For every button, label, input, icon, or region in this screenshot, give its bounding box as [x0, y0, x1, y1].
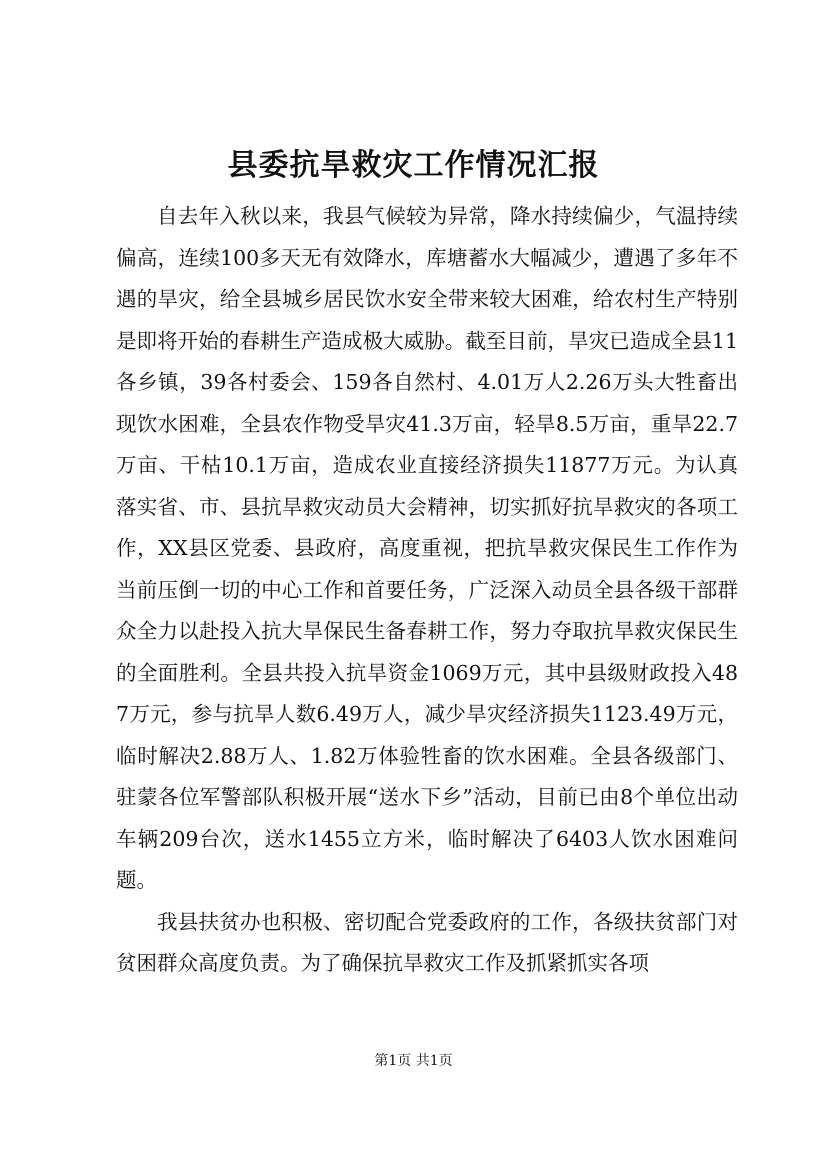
document-title: 县委抗旱救灾工作情况汇报: [227, 148, 600, 183]
paragraph: 自去年入秋以来，我县气候较为异常，降水持续偏少，气温持续偏高，连续100多天无有效降水，库塘蓄水大幅减少，遭遇了多年不遇的旱灾，给全县城乡居民饮水安全带来较大困难，给农村生产特别是即将开始的春耕生产造成极大威胁。截至目前，旱灾已造成全县11各乡镇，39各村委会、159各自然村、4.01万人2.26万头大牲畜出现饮水困难，全县农作物受旱灾41.3万亩，轻旱8.5万亩，重旱22.7万亩、干枯10.1万亩，造成农业直接经济损失11877万元。为认真落实省、市、县抗旱救灾动员大会精神，切实抓好抗旱救灾的各项工作，XX县区党委、县政府，高度重视，把抗旱救灾保民生工作作为当前压倒一切的中心工作和首要任务，广泛深入动员全县各级干部群众全力以赴投入抗大旱保民生备春耕工作，努力夺取抗旱救灾保民生的全面胜利。全县共投入抗旱资金1069万元，其中县级财政投入487万元，参与抗旱人数6.49万人，减少旱灾经济损失1123.49万元，临时解决2.88万人、1.82万体验牲畜的饮水困难。全县各级部门、驻蒙各位军警部队积极开展“送水下乡”活动，目前已由8个单位出动车辆209台次，送水1455立方米，临时解决了6403人饮水困难问题。: [116, 204, 738, 892]
page-footer: 第1页 共1页: [374, 1053, 453, 1069]
paragraph: 我县扶贫办也积极、密切配合党委政府的工作，各级扶贫部门对贫困群众高度负责。为了确保抗旱救灾工作及抓紧抓实各项: [116, 909, 738, 975]
document-body: [116, 196, 738, 985]
